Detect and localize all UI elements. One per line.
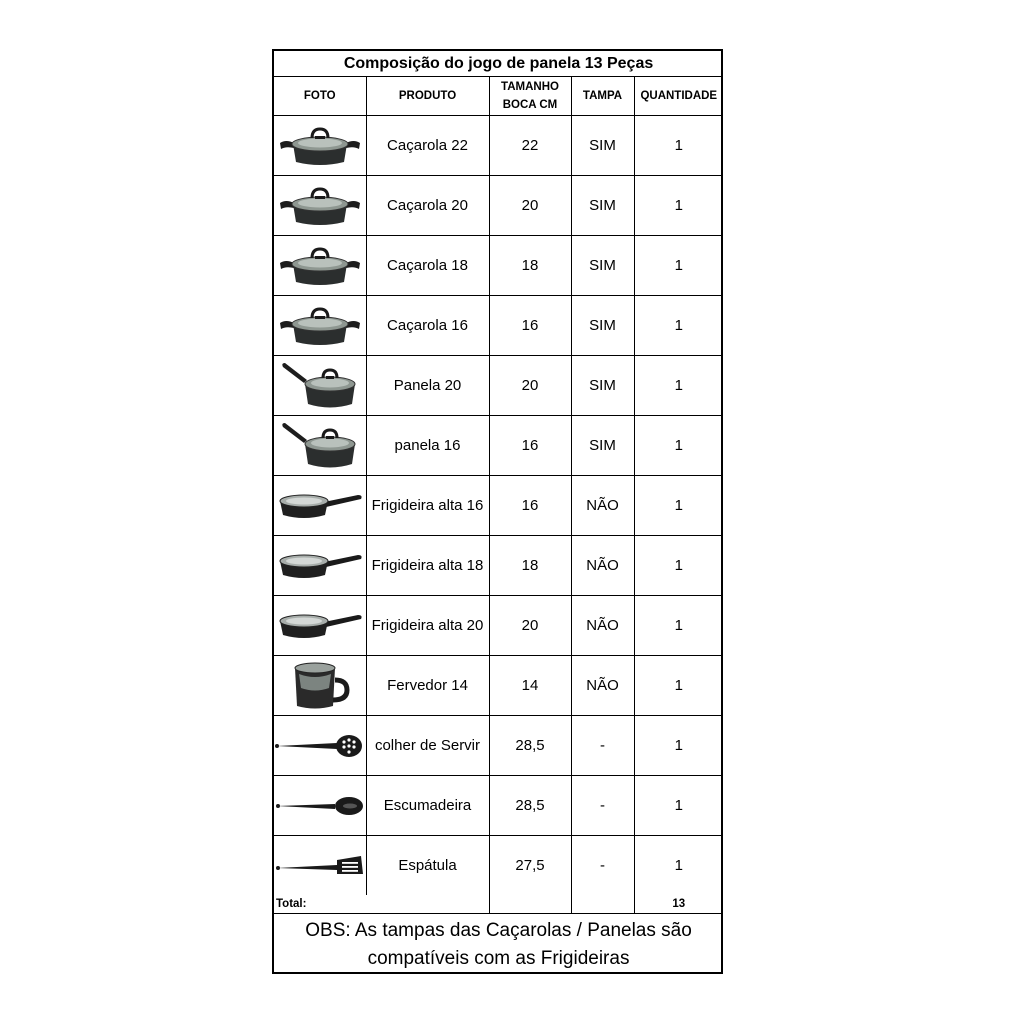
casserole-icon	[274, 184, 366, 228]
product-size: 18	[489, 536, 571, 596]
total-row	[274, 895, 723, 914]
product-quantity: 1	[634, 176, 723, 236]
product-quantity: 1	[634, 836, 723, 896]
product-photo	[274, 296, 366, 356]
product-photo	[274, 476, 366, 536]
table-title: Composição do jogo de panela 13 Peças	[274, 51, 723, 77]
product-name: Fervedor 14	[366, 656, 489, 716]
product-name: Caçarola 22	[366, 116, 489, 176]
product-size: 14	[489, 656, 571, 716]
total-empty-tamanho	[489, 895, 571, 914]
product-quantity: 1	[634, 596, 723, 656]
product-name: Panela 20	[366, 356, 489, 416]
product-quantity: 1	[634, 416, 723, 476]
product-name: Caçarola 20	[366, 176, 489, 236]
skimmer-icon	[274, 794, 366, 818]
product-lid: SIM	[571, 296, 634, 356]
spatula-icon	[274, 852, 366, 880]
product-name: Caçarola 18	[366, 236, 489, 296]
header-tamanho-line1: TAMANHO	[501, 81, 559, 93]
product-photo	[274, 596, 366, 656]
header-produto: PRODUTO	[366, 77, 489, 116]
product-size: 27,5	[489, 836, 571, 896]
product-quantity: 1	[634, 356, 723, 416]
product-name: Espátula	[366, 836, 489, 896]
composition-table	[274, 51, 723, 975]
table-row	[274, 716, 723, 776]
product-quantity: 1	[634, 116, 723, 176]
casserole-icon	[274, 124, 366, 168]
header-row	[274, 77, 723, 116]
frying-pan-icon	[274, 549, 366, 583]
serving-spoon-icon	[274, 732, 366, 760]
product-size: 18	[489, 236, 571, 296]
title-row	[274, 51, 723, 77]
table-row	[274, 776, 723, 836]
product-lid: SIM	[571, 416, 634, 476]
table-row	[274, 176, 723, 236]
saucepan-icon	[274, 420, 366, 472]
product-lid: -	[571, 716, 634, 776]
frying-pan-icon	[274, 489, 366, 523]
product-lid: SIM	[571, 176, 634, 236]
casserole-icon	[274, 244, 366, 288]
product-lid: SIM	[571, 356, 634, 416]
product-lid: NÃO	[571, 536, 634, 596]
product-size: 28,5	[489, 776, 571, 836]
product-photo	[274, 656, 366, 716]
table-row	[274, 536, 723, 596]
product-size: 16	[489, 416, 571, 476]
product-quantity: 1	[634, 536, 723, 596]
table-row	[274, 116, 723, 176]
product-size: 16	[489, 476, 571, 536]
header-quantidade: QUANTIDADE	[634, 77, 723, 116]
product-size: 20	[489, 176, 571, 236]
total-empty-tampa	[571, 895, 634, 914]
product-photo	[274, 836, 366, 896]
product-photo	[274, 416, 366, 476]
product-composition-sheet	[272, 49, 723, 974]
product-photo	[274, 116, 366, 176]
header-tampa: TAMPA	[571, 77, 634, 116]
product-size: 16	[489, 296, 571, 356]
product-name: Frigideira alta 18	[366, 536, 489, 596]
product-quantity: 1	[634, 236, 723, 296]
product-photo	[274, 716, 366, 776]
table-row	[274, 356, 723, 416]
saucepan-icon	[274, 360, 366, 412]
product-quantity: 1	[634, 476, 723, 536]
product-name: Escumadeira	[366, 776, 489, 836]
table-row	[274, 836, 723, 896]
product-lid: SIM	[571, 116, 634, 176]
obs-note: OBS: As tampas das Caçarolas / Panelas são compatíveis com as Frigideiras	[274, 914, 723, 976]
header-tamanho	[489, 77, 571, 116]
product-quantity: 1	[634, 656, 723, 716]
table-row	[274, 236, 723, 296]
header-foto: FOTO	[274, 77, 366, 116]
casserole-icon	[274, 304, 366, 348]
product-lid: NÃO	[571, 476, 634, 536]
total-quantity: 13	[634, 895, 723, 914]
product-size: 22	[489, 116, 571, 176]
product-quantity: 1	[634, 716, 723, 776]
product-size: 20	[489, 596, 571, 656]
milk-boiler-icon	[274, 660, 366, 712]
product-lid: -	[571, 836, 634, 896]
table-row	[274, 596, 723, 656]
total-label: Total:	[274, 895, 489, 914]
product-quantity: 1	[634, 296, 723, 356]
product-photo	[274, 176, 366, 236]
frying-pan-icon	[274, 609, 366, 643]
product-size: 20	[489, 356, 571, 416]
product-name: colher de Servir	[366, 716, 489, 776]
product-lid: SIM	[571, 236, 634, 296]
product-photo	[274, 536, 366, 596]
header-tamanho-line2: BOCA CM	[502, 99, 558, 111]
product-name: Frigideira alta 20	[366, 596, 489, 656]
table-row	[274, 656, 723, 716]
table-row	[274, 416, 723, 476]
product-photo	[274, 776, 366, 836]
product-lid: NÃO	[571, 656, 634, 716]
obs-row	[274, 914, 723, 976]
product-photo	[274, 356, 366, 416]
product-name: panela 16	[366, 416, 489, 476]
product-quantity: 1	[634, 776, 723, 836]
product-photo	[274, 236, 366, 296]
product-lid: -	[571, 776, 634, 836]
product-name: Caçarola 16	[366, 296, 489, 356]
product-size: 28,5	[489, 716, 571, 776]
product-name: Frigideira alta 16	[366, 476, 489, 536]
table-row	[274, 476, 723, 536]
table-row	[274, 296, 723, 356]
product-lid: NÃO	[571, 596, 634, 656]
